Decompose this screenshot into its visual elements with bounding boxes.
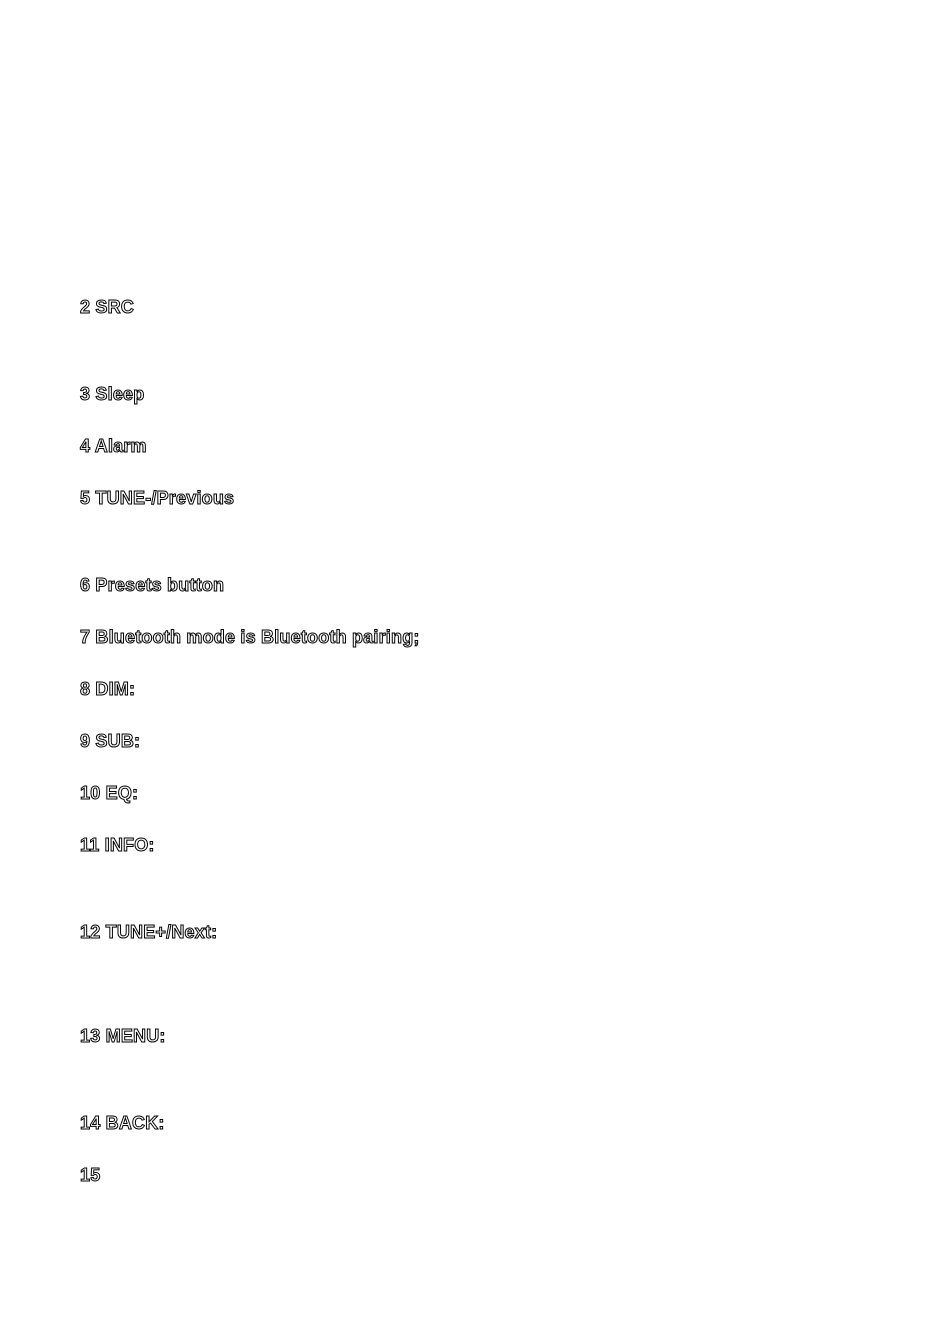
item-bluetooth: 7 Bluetooth mode is Bluetooth pairing; bbox=[80, 627, 420, 647]
item-sub: 9 SUB: bbox=[80, 731, 141, 751]
item-15: 15 bbox=[80, 1165, 101, 1185]
item-info: 11 INFO: bbox=[80, 835, 155, 855]
item-menu: 13 MENU: bbox=[80, 1026, 166, 1046]
item-src: 2 SRC bbox=[80, 297, 135, 317]
item-back: 14 BACK: bbox=[80, 1113, 165, 1133]
item-sleep: 3 Sleep bbox=[80, 384, 145, 404]
item-tune-minus: 5 TUNE-/Previous bbox=[80, 488, 235, 508]
item-presets: 6 Presets button bbox=[80, 575, 225, 595]
item-eq: 10 EQ: bbox=[80, 783, 139, 803]
item-dim: 8 DIM: bbox=[80, 679, 136, 699]
item-tune-plus: 12 TUNE+/Next: bbox=[80, 922, 218, 942]
item-alarm: 4 Alarm bbox=[80, 436, 147, 456]
